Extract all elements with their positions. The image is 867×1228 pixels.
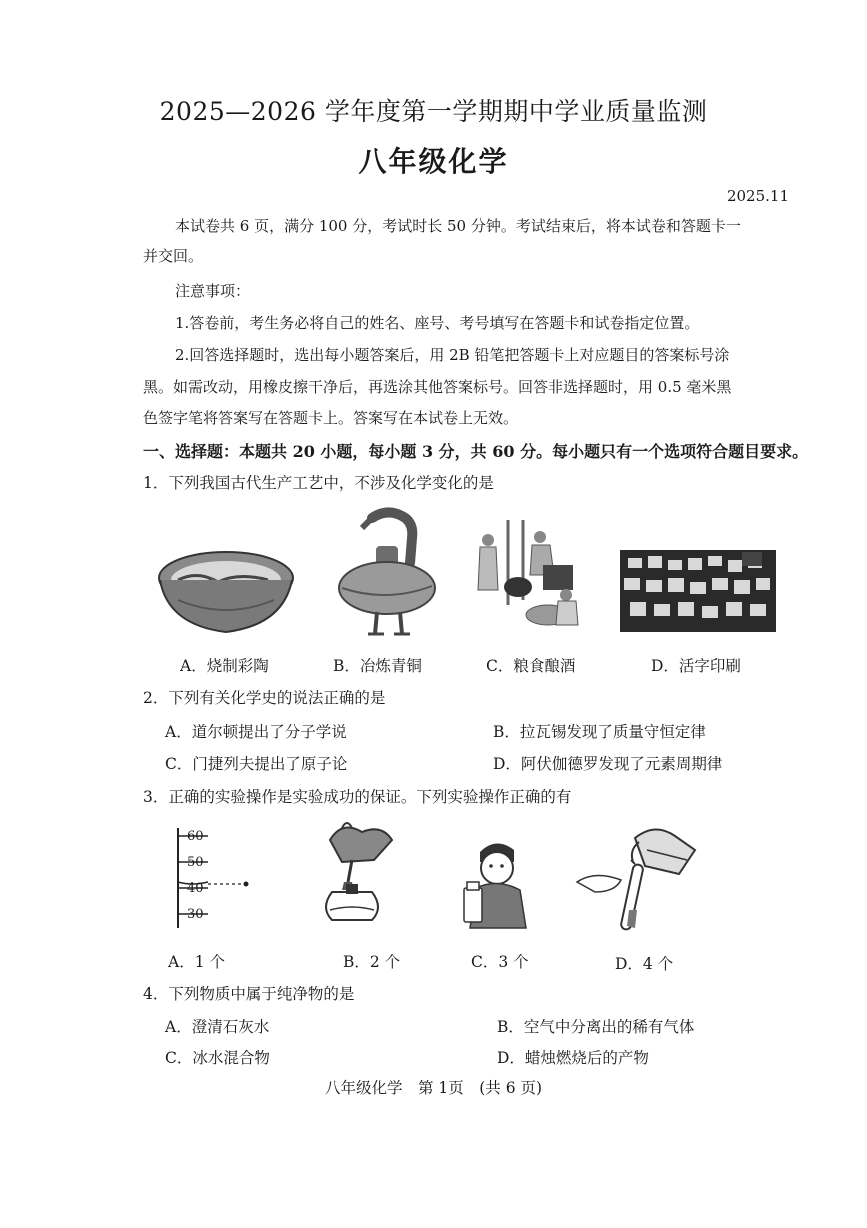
section-1-heading: 一、选择题：本题共 20 小题，每小题 3 分，共 60 分。每小题只有一个选项符合题目要求。 bbox=[143, 442, 809, 461]
cylinder-tick-30: 30 bbox=[187, 907, 204, 922]
q3-option-b: B．2 个 bbox=[343, 953, 401, 971]
q2-option-a: A．道尔顿提出了分子学说 bbox=[165, 723, 347, 741]
q4-option-d: D．蜡烛燃烧后的产物 bbox=[497, 1049, 649, 1067]
intro-line-1: 本试卷共 6 页，满分 100 分，考试时长 50 分钟。考试结束后，将本试卷和答题卡一 bbox=[175, 217, 741, 235]
note-item-2-line-1: 2.回答选择题时，选出每小题答案后，用 2B 铅笔把答题卡上对应题目的答案标号涂 bbox=[175, 346, 730, 364]
note-item-2-line-3: 色签字笔将答案写在答题卡上。答案写在本试卷上无效。 bbox=[143, 409, 519, 427]
q4-option-a: A．澄清石灰水 bbox=[165, 1018, 270, 1036]
q3-option-d: D．4 个 bbox=[615, 955, 674, 973]
pouring-liquid-test-tube-image bbox=[575, 820, 705, 935]
intro-line-2: 并交回。 bbox=[143, 247, 204, 265]
q1-option-d: D．活字印刷 bbox=[651, 657, 741, 675]
cylinder-tick-50: 50 bbox=[187, 855, 204, 870]
q3-stem: 3．正确的实验操作是实验成功的保证。下列实验操作正确的有 bbox=[143, 788, 572, 806]
q4-option-c: C．冰水混合物 bbox=[165, 1049, 270, 1067]
q1-option-b: B．冶炼青铜 bbox=[333, 657, 422, 675]
q2-option-c: C．门捷列夫提出了原子论 bbox=[165, 755, 348, 773]
alcohol-lamp-lighting-image bbox=[312, 820, 402, 925]
q4-option-b: B．空气中分离出的稀有气体 bbox=[497, 1018, 695, 1036]
cylinder-tick-60: 60 bbox=[187, 829, 204, 844]
bronze-goose-lamp-image bbox=[332, 508, 437, 638]
q2-stem: 2．下列有关化学史的说法正确的是 bbox=[143, 689, 386, 707]
q1-option-a: A．烧制彩陶 bbox=[180, 657, 269, 675]
notes-heading: 注意事项： bbox=[175, 282, 251, 300]
q1-option-c: C．粮食酿酒 bbox=[486, 657, 576, 675]
exam-subject: 八年级化学 bbox=[358, 145, 509, 178]
exam-title: 2025—2026 学年度第一学期期中学业质量监测 bbox=[159, 97, 708, 126]
q2-option-d: D．阿伏伽德罗发现了元素周期律 bbox=[493, 755, 723, 773]
note-item-1: 1.答卷前，考生务必将自己的姓名、座号、考号填写在答题卡和试卷指定位置。 bbox=[175, 314, 700, 332]
q2-option-b: B．拉瓦锡发现了质量守恒定律 bbox=[493, 723, 706, 741]
q3-option-a: A．1 个 bbox=[168, 953, 225, 971]
smelling-gas-image bbox=[462, 838, 530, 928]
exam-date: 2025.11 bbox=[726, 187, 789, 205]
q3-option-c: C．3 个 bbox=[471, 953, 529, 971]
note-item-2-line-2: 黑。如需改动，用橡皮擦干净后，再选涂其他答案标号。回答非选择题时，用 0.5 毫米黑 bbox=[143, 378, 732, 396]
graduated-cylinder-reading-image bbox=[170, 826, 260, 930]
q1-stem: 1．下列我国古代生产工艺中，不涉及化学变化的是 bbox=[143, 474, 494, 492]
grain-wine-brewing-image bbox=[468, 515, 588, 635]
painted-pottery-bowl-image bbox=[158, 550, 298, 640]
q4-stem: 4．下列物质中属于纯净物的是 bbox=[143, 985, 355, 1003]
cylinder-tick-40: 40 bbox=[187, 881, 204, 896]
movable-type-printing-image bbox=[620, 550, 776, 632]
page-footer: 八年级化学 第 1页 (共 6 页) bbox=[324, 1079, 543, 1097]
